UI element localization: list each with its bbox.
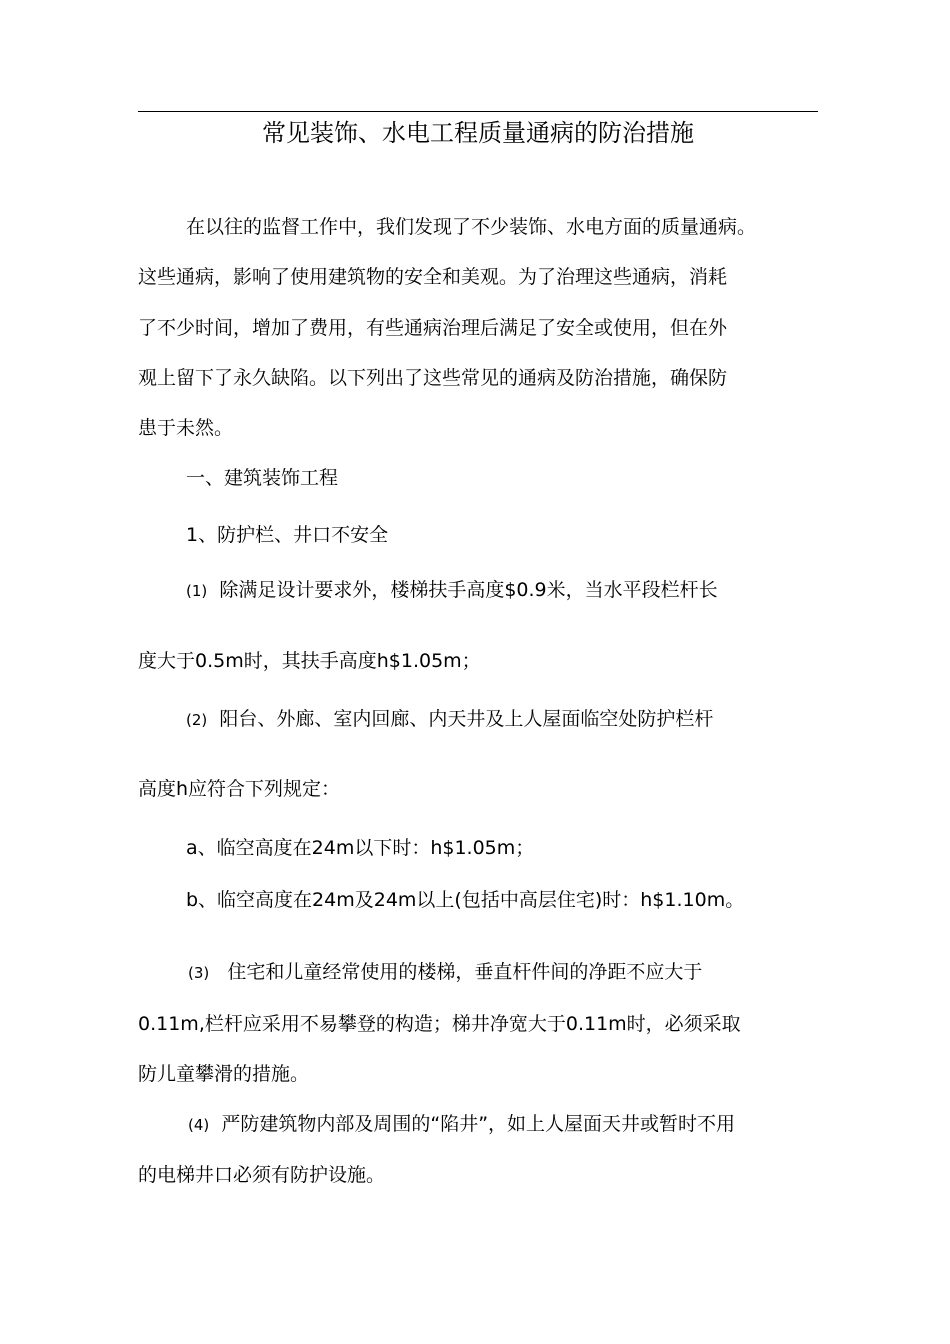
paragraph-1-number: (1) <box>186 582 208 600</box>
paragraph-2-line-2: 高度h应符合下列规定： <box>138 778 341 800</box>
paragraph-3-number: (3) <box>188 964 210 982</box>
intro-line-2: 这些通病，影响了使用建筑物的安全和美观。为了治理这些通病，消耗 <box>138 266 728 288</box>
rule-b: b、临空高度在24m及24m以上(包括中高层住宅)时：h$1.10m。 <box>186 889 745 911</box>
paragraph-3-line-3: 防儿童攀滑的措施。 <box>138 1063 310 1085</box>
paragraph-2-line-1 <box>186 706 713 733</box>
document-title: 常见装饰、水电工程质量通病的防治措施 <box>262 119 694 147</box>
paragraph-3-line-1 <box>188 959 702 986</box>
paragraph-4-line-2: 的电梯井口必须有防护设施。 <box>138 1164 386 1186</box>
intro-line-5: 患于未然。 <box>138 417 234 439</box>
intro-line-4: 观上留下了永久缺陷。以下列出了这些常见的通病及防治措施，确保防 <box>138 367 728 389</box>
intro-line-3: 了不少时间，增加了费用，有些通病治理后满足了安全或使用，但在外 <box>138 317 728 339</box>
section-heading: 一、建筑装饰工程 <box>186 467 339 489</box>
paragraph-1-text: 除满足设计要求外，楼梯扶手高度$0.9米，当水平段栏杆长 <box>219 579 718 601</box>
paragraph-2-number: (2) <box>186 711 208 729</box>
paragraph-3-line-2: 0.11m,栏杆应采用不易攀登的构造；梯井净宽大于0.11m时，必须采取 <box>138 1013 741 1035</box>
paragraph-4-number: (4) <box>188 1116 210 1134</box>
paragraph-4-line-1 <box>188 1111 735 1138</box>
paragraph-2-text: 阳台、外廊、室内回廊、内天井及上人屋面临空处防护栏杆 <box>219 708 714 730</box>
intro-line-1: 在以往的监督工作中，我们发现了不少装饰、水电方面的质量通病。 <box>186 216 757 238</box>
paragraph-1-line-2: 度大于0.5m时，其扶手高度h$1.05m； <box>138 650 481 672</box>
paragraph-1-line-1 <box>186 577 718 604</box>
header-rule <box>138 111 818 112</box>
item-heading: 1、防护栏、井口不安全 <box>186 524 389 546</box>
paragraph-3-text: 住宅和儿童经常使用的楼梯，垂直杆件间的净距不应大于 <box>227 961 703 983</box>
rule-a: a、临空高度在24m以下时：h$1.05m； <box>186 837 535 859</box>
paragraph-4-text: 严防建筑物内部及周围的“陷井”，如上人屋面天井或暂时不用 <box>221 1113 736 1135</box>
